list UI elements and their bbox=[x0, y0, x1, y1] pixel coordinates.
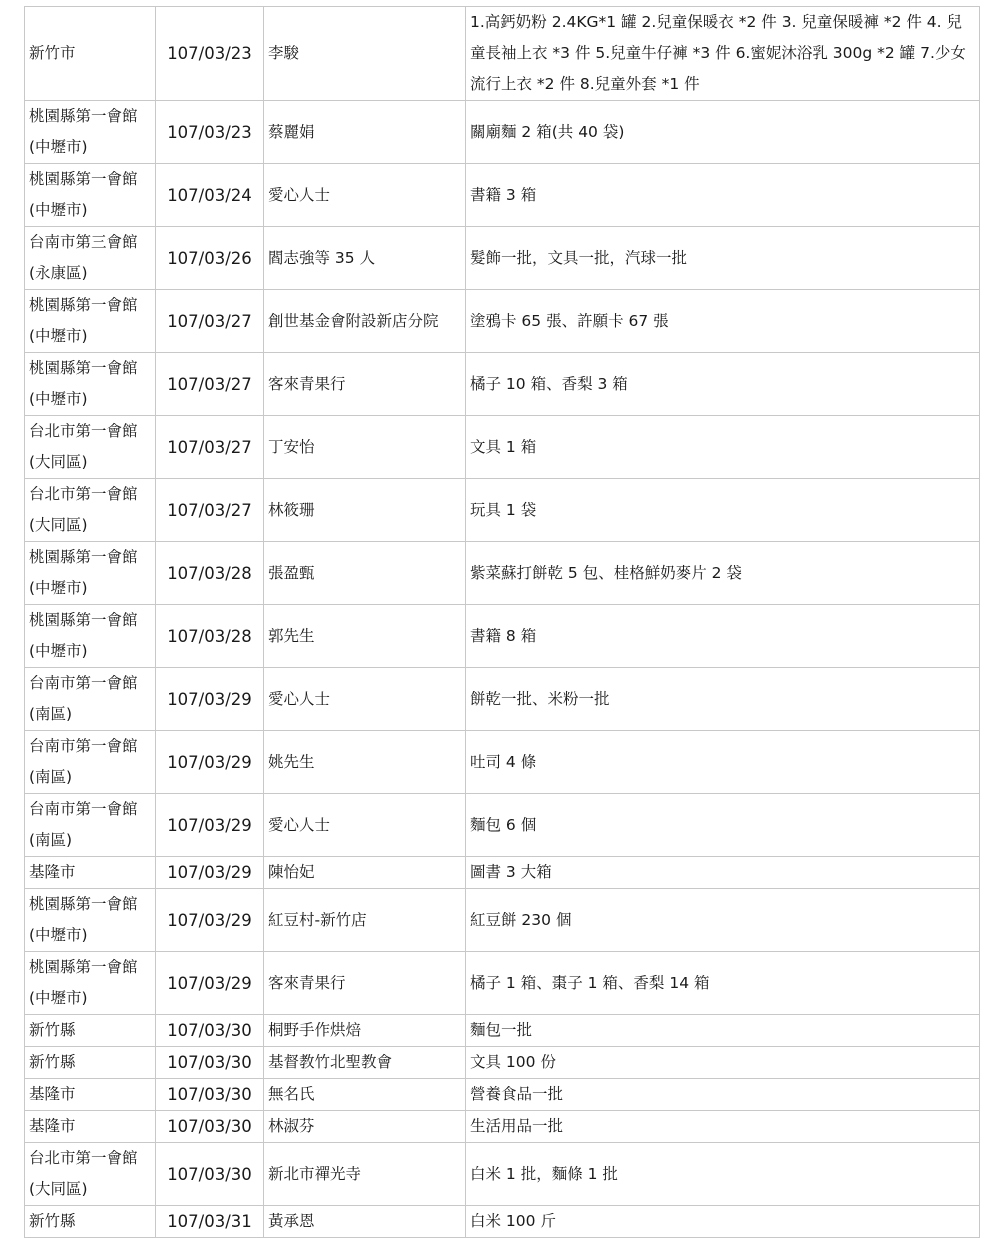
donor-cell: 桐野手作烘焙 bbox=[264, 1015, 466, 1047]
donor-cell: 林筱珊 bbox=[264, 479, 466, 542]
items-cell: 吐司 4 條 bbox=[466, 731, 980, 794]
location-cell: 新竹市 bbox=[25, 7, 156, 101]
items-cell: 圖書 3 大箱 bbox=[466, 857, 980, 889]
table-row bbox=[25, 1047, 980, 1079]
items-cell: 麵包一批 bbox=[466, 1015, 980, 1047]
items-cell: 塗鴉卡 65 張、許願卡 67 張 bbox=[466, 290, 980, 353]
table-row bbox=[25, 1079, 980, 1111]
donor-cell: 客來青果行 bbox=[264, 353, 466, 416]
location-cell: 桃園縣第一會館(中壢市) bbox=[25, 353, 156, 416]
date-cell: 107/03/23 bbox=[156, 7, 264, 101]
location-cell: 基隆市 bbox=[25, 1111, 156, 1143]
donor-cell: 郭先生 bbox=[264, 605, 466, 668]
items-cell: 髮飾一批，文具一批，汽球一批 bbox=[466, 227, 980, 290]
donation-table-container bbox=[24, 6, 979, 1238]
items-cell: 橘子 10 箱、香梨 3 箱 bbox=[466, 353, 980, 416]
donor-cell: 姚先生 bbox=[264, 731, 466, 794]
date-cell: 107/03/27 bbox=[156, 416, 264, 479]
donation-table bbox=[24, 6, 980, 1238]
donor-cell: 愛心人士 bbox=[264, 668, 466, 731]
date-cell: 107/03/31 bbox=[156, 1206, 264, 1238]
date-cell: 107/03/26 bbox=[156, 227, 264, 290]
location-cell: 桃園縣第一會館(中壢市) bbox=[25, 605, 156, 668]
location-cell: 基隆市 bbox=[25, 1079, 156, 1111]
date-cell: 107/03/28 bbox=[156, 605, 264, 668]
table-row bbox=[25, 101, 980, 164]
date-cell: 107/03/30 bbox=[156, 1047, 264, 1079]
table-row bbox=[25, 1111, 980, 1143]
table-row bbox=[25, 857, 980, 889]
donor-cell: 黃承恩 bbox=[264, 1206, 466, 1238]
date-cell: 107/03/30 bbox=[156, 1143, 264, 1206]
table-row bbox=[25, 952, 980, 1015]
donor-cell: 林淑芬 bbox=[264, 1111, 466, 1143]
donor-cell: 無名氏 bbox=[264, 1079, 466, 1111]
donor-cell: 紅豆村-新竹店 bbox=[264, 889, 466, 952]
date-cell: 107/03/29 bbox=[156, 731, 264, 794]
donor-cell: 新北市禪光寺 bbox=[264, 1143, 466, 1206]
date-cell: 107/03/28 bbox=[156, 542, 264, 605]
location-cell: 台南市第一會館(南區) bbox=[25, 668, 156, 731]
location-cell: 台北市第一會館(大同區) bbox=[25, 1143, 156, 1206]
location-cell: 台北市第一會館(大同區) bbox=[25, 479, 156, 542]
location-cell: 台南市第一會館(南區) bbox=[25, 731, 156, 794]
location-cell: 桃園縣第一會館(中壢市) bbox=[25, 164, 156, 227]
items-cell: 麵包 6 個 bbox=[466, 794, 980, 857]
donor-cell: 蔡麗娟 bbox=[264, 101, 466, 164]
table-row bbox=[25, 227, 980, 290]
items-cell: 關廟麵 2 箱(共 40 袋) bbox=[466, 101, 980, 164]
table-row bbox=[25, 1015, 980, 1047]
date-cell: 107/03/29 bbox=[156, 794, 264, 857]
donor-cell: 張盈甄 bbox=[264, 542, 466, 605]
donor-cell: 李駿 bbox=[264, 7, 466, 101]
date-cell: 107/03/30 bbox=[156, 1079, 264, 1111]
date-cell: 107/03/23 bbox=[156, 101, 264, 164]
table-row bbox=[25, 794, 980, 857]
items-cell: 紅豆餅 230 個 bbox=[466, 889, 980, 952]
items-cell: 紫菜蘇打餅乾 5 包、桂格鮮奶麥片 2 袋 bbox=[466, 542, 980, 605]
donor-cell: 丁安怡 bbox=[264, 416, 466, 479]
items-cell: 玩具 1 袋 bbox=[466, 479, 980, 542]
location-cell: 新竹縣 bbox=[25, 1015, 156, 1047]
donation-table-body bbox=[25, 7, 980, 1238]
location-cell: 台南市第一會館(南區) bbox=[25, 794, 156, 857]
date-cell: 107/03/29 bbox=[156, 889, 264, 952]
items-cell: 營養食品一批 bbox=[466, 1079, 980, 1111]
items-cell: 1.高鈣奶粉 2.4KG*1 罐 2.兒童保暖衣 *2 件 3. 兒童保暖褲 *2 件 4. 兒童長袖上衣 *3 件 5.兒童牛仔褲 *3 件 6.蜜妮沐浴乳 300g *2 罐 7.少女流行上衣 *2 件 8.兒童外套 *1 件 bbox=[466, 7, 980, 101]
donor-cell: 愛心人士 bbox=[264, 164, 466, 227]
table-row bbox=[25, 1143, 980, 1206]
table-row bbox=[25, 889, 980, 952]
location-cell: 桃園縣第一會館(中壢市) bbox=[25, 101, 156, 164]
location-cell: 桃園縣第一會館(中壢市) bbox=[25, 290, 156, 353]
date-cell: 107/03/27 bbox=[156, 479, 264, 542]
location-cell: 台南市第三會館(永康區) bbox=[25, 227, 156, 290]
table-row bbox=[25, 542, 980, 605]
donor-cell: 閻志強等 35 人 bbox=[264, 227, 466, 290]
items-cell: 白米 1 批，麵條 1 批 bbox=[466, 1143, 980, 1206]
table-row bbox=[25, 353, 980, 416]
location-cell: 桃園縣第一會館(中壢市) bbox=[25, 889, 156, 952]
table-row bbox=[25, 731, 980, 794]
date-cell: 107/03/29 bbox=[156, 668, 264, 731]
items-cell: 生活用品一批 bbox=[466, 1111, 980, 1143]
date-cell: 107/03/27 bbox=[156, 353, 264, 416]
date-cell: 107/03/29 bbox=[156, 857, 264, 889]
items-cell: 書籍 3 箱 bbox=[466, 164, 980, 227]
table-row bbox=[25, 416, 980, 479]
donor-cell: 創世基金會附設新店分院 bbox=[264, 290, 466, 353]
items-cell: 餅乾一批、米粉一批 bbox=[466, 668, 980, 731]
items-cell: 橘子 1 箱、棗子 1 箱、香梨 14 箱 bbox=[466, 952, 980, 1015]
date-cell: 107/03/24 bbox=[156, 164, 264, 227]
location-cell: 基隆市 bbox=[25, 857, 156, 889]
location-cell: 桃園縣第一會館(中壢市) bbox=[25, 542, 156, 605]
table-row bbox=[25, 479, 980, 542]
table-row bbox=[25, 164, 980, 227]
date-cell: 107/03/27 bbox=[156, 290, 264, 353]
table-row bbox=[25, 7, 980, 101]
table-row bbox=[25, 290, 980, 353]
items-cell: 白米 100 斤 bbox=[466, 1206, 980, 1238]
items-cell: 文具 1 箱 bbox=[466, 416, 980, 479]
donor-cell: 客來青果行 bbox=[264, 952, 466, 1015]
items-cell: 書籍 8 箱 bbox=[466, 605, 980, 668]
location-cell: 新竹縣 bbox=[25, 1047, 156, 1079]
donor-cell: 基督教竹北聖教會 bbox=[264, 1047, 466, 1079]
date-cell: 107/03/29 bbox=[156, 952, 264, 1015]
location-cell: 新竹縣 bbox=[25, 1206, 156, 1238]
items-cell: 文具 100 份 bbox=[466, 1047, 980, 1079]
donor-cell: 陳怡妃 bbox=[264, 857, 466, 889]
donor-cell: 愛心人士 bbox=[264, 794, 466, 857]
table-row bbox=[25, 668, 980, 731]
table-row bbox=[25, 605, 980, 668]
location-cell: 台北市第一會館(大同區) bbox=[25, 416, 156, 479]
date-cell: 107/03/30 bbox=[156, 1111, 264, 1143]
date-cell: 107/03/30 bbox=[156, 1015, 264, 1047]
location-cell: 桃園縣第一會館(中壢市) bbox=[25, 952, 156, 1015]
